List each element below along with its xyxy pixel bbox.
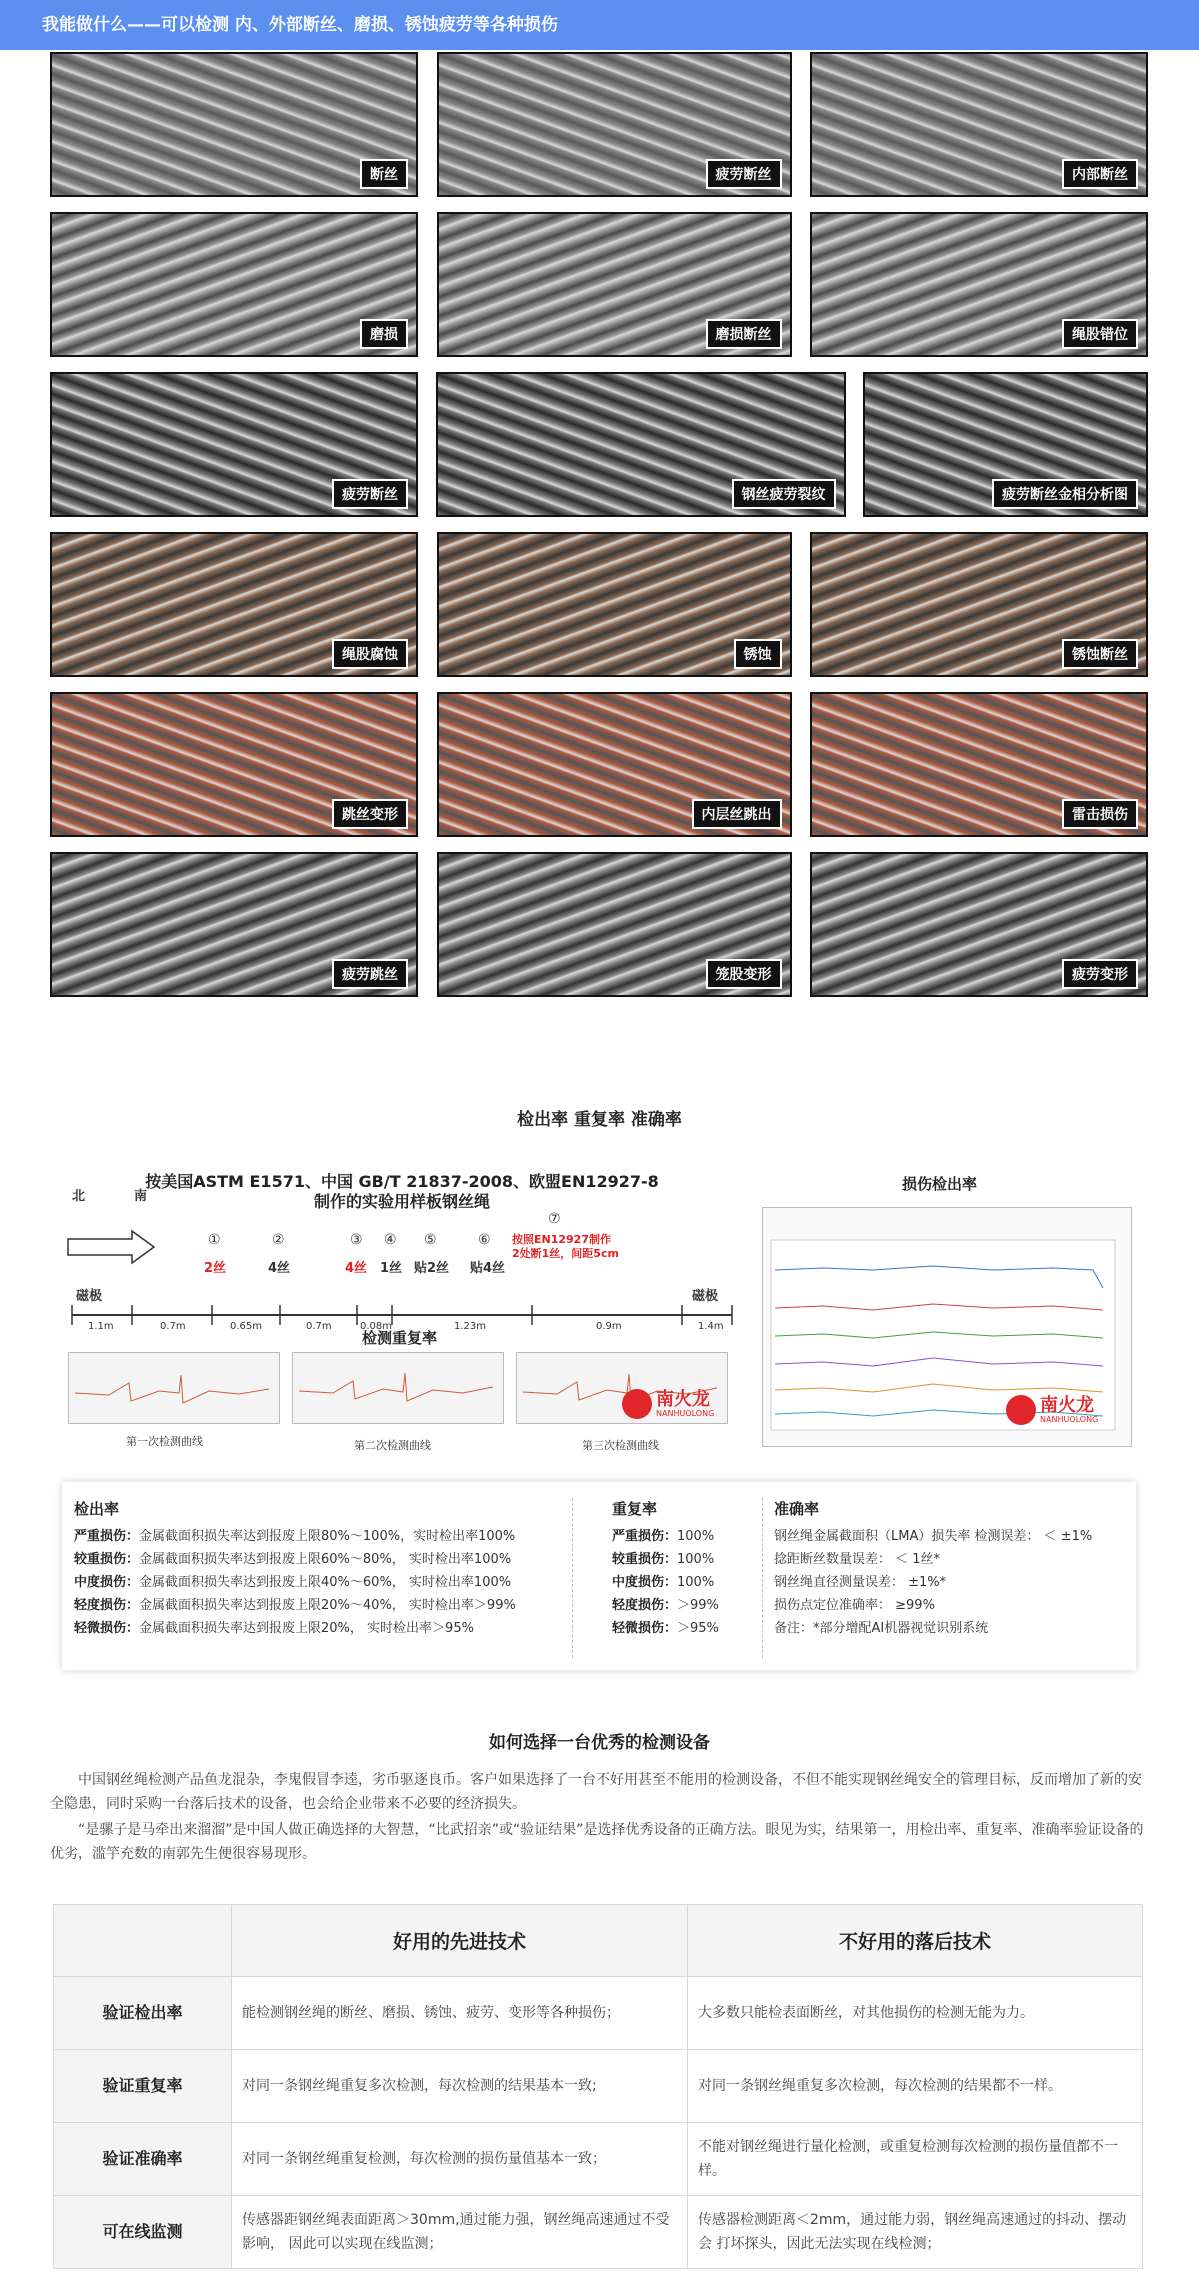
- choose-section-title: 如何选择一台优秀的检测设备: [489, 1733, 710, 1753]
- stat-value: 金属截面积损失率达到报废上限20%～40%， 实时检出率＞99%: [139, 1598, 516, 1613]
- gallery-row: [50, 532, 1148, 677]
- damage-photo: [50, 692, 418, 837]
- gallery-row: [50, 372, 1148, 517]
- damage-photo: [50, 852, 418, 997]
- damage-photo: [810, 52, 1148, 197]
- marker-5-label: 贴2丝: [414, 1261, 450, 1276]
- damage-label: 笼股变形: [706, 959, 782, 989]
- table-row: [54, 2050, 1143, 2123]
- stat-row: [612, 1548, 719, 1571]
- stat-row: [74, 1571, 516, 1594]
- damage-label: 钢丝疲劳裂纹: [732, 479, 836, 509]
- damage-photo: [50, 372, 418, 517]
- accuracy-title: 准确率: [774, 1500, 820, 1518]
- stat-value: 金属截面积损失率达到报废上限40%～60%， 实时检出率100%: [139, 1575, 512, 1590]
- distance-7: 0.9m: [596, 1321, 622, 1332]
- stat-key: 中度损伤：: [74, 1575, 140, 1590]
- damage-label: 锈蚀断丝: [1062, 639, 1138, 669]
- stat-row: [612, 1525, 719, 1548]
- marker-4-label: 1丝: [380, 1261, 403, 1276]
- table-cell: 对同一条钢丝绳重复多次检测，每次检测的结果基本一致;: [232, 2050, 688, 2123]
- damage-label: 磨损断丝: [706, 319, 782, 349]
- curve-3-caption: 第三次检测曲线: [582, 1439, 659, 1452]
- logo-right: [1006, 1395, 1098, 1425]
- gallery-row: [50, 52, 1148, 197]
- damage-photo: [863, 372, 1148, 517]
- comparison-table: [53, 1904, 1143, 2269]
- accuracy-row: 损伤点定位准确率： ≥99%: [774, 1598, 935, 1613]
- stat-row: [74, 1525, 516, 1548]
- stat-key: 轻度损伤：: [612, 1598, 678, 1613]
- table-row: [54, 1977, 1143, 2050]
- detect-rate-title: 检出率: [74, 1500, 120, 1518]
- north-label: 北: [72, 1189, 86, 1204]
- damage-photo: [810, 212, 1148, 357]
- damage-photo: [810, 692, 1148, 837]
- stat-value: 100%: [677, 1529, 715, 1544]
- damage-label: 断丝: [360, 159, 408, 189]
- stat-value: 金属截面积损失率达到报废上限80%～100%，实时检出率100%: [139, 1529, 516, 1544]
- marker-1: ①: [208, 1232, 221, 1248]
- damage-photo: [436, 372, 846, 517]
- stat-value: 100%: [677, 1552, 715, 1567]
- stat-value: 金属截面积损失率达到报废上限20%， 实时检出率＞95%: [139, 1621, 474, 1636]
- distance-1: 1.1m: [88, 1321, 114, 1332]
- logo-cn: 南火龙: [1040, 1394, 1094, 1416]
- table-cell: 对同一条钢丝绳重复多次检测，每次检测的结果都不一样。: [688, 2050, 1143, 2123]
- gallery-row: [50, 212, 1148, 357]
- stat-value: ＞99%: [677, 1598, 719, 1613]
- damage-gallery: [50, 52, 1148, 1012]
- row-header-cell: 验证准确率: [54, 2123, 232, 2196]
- distance-5: 0.08m: [360, 1321, 393, 1332]
- stat-value: 金属截面积损失率达到报废上限60%～80%， 实时检出率100%: [139, 1552, 512, 1567]
- divider: [572, 1498, 573, 1658]
- marker-3-label: 4丝: [345, 1261, 368, 1276]
- brand-logo-icon: [1006, 1395, 1036, 1425]
- damage-label: 疲劳跳丝: [332, 959, 408, 989]
- marker-2: ②: [272, 1232, 285, 1248]
- damage-photo: [437, 692, 792, 837]
- damage-label: 内部断丝: [1062, 159, 1138, 189]
- marker-6: ⑥: [478, 1232, 491, 1248]
- repeat-rate-col: [612, 1498, 719, 1640]
- table-cell: 对同一条钢丝绳重复检测，每次检测的损伤量值基本一致；: [232, 2123, 688, 2196]
- marker-7-note1: 按照EN12927制作: [512, 1233, 611, 1246]
- choose-paragraph-2: “是骡子是马牵出来溜溜”是中国人做正确选择的大智慧，“比武招亲”或“验证结果”是选择优秀设备的正确方法。眼见为实，结果第一，用检出率、重复率、准确率验证设备的优劣，滥竽充数的南郭先生便很容易现形。: [50, 1822, 1144, 1862]
- rates-section-title: 检出率 重复率 准确率: [517, 1110, 682, 1130]
- accuracy-row: 捻距断丝数量误差： ＜ 1丝*: [774, 1552, 941, 1567]
- logo-left: [622, 1389, 714, 1419]
- stat-key: 较重损伤：: [612, 1552, 678, 1567]
- marker-6-label: 贴4丝: [470, 1261, 506, 1276]
- stat-key: 轻微损伤：: [612, 1621, 678, 1636]
- accuracy-row: 钢丝绳直径测量误差： ±1%*: [774, 1575, 947, 1590]
- stat-row: [74, 1617, 516, 1640]
- stats-panel: [62, 1482, 1136, 1670]
- marker-5: ⑤: [424, 1232, 437, 1248]
- logo-en: NANHUOLONG: [656, 1408, 715, 1418]
- damage-label: 绳股错位: [1062, 319, 1138, 349]
- table-header-row: [54, 1905, 1143, 1977]
- gallery-row: [50, 692, 1148, 837]
- section-header: 我能做什么——可以检测 内、外部断丝、磨损、锈蚀疲劳等各种损伤: [0, 0, 1199, 50]
- diagram-title: 按美国ASTM E1571、中国 GB/T 21837-2008、欧盟EN12927-8: [145, 1172, 659, 1191]
- damage-photo: [437, 532, 792, 677]
- stat-key: 中度损伤：: [612, 1575, 678, 1590]
- damage-label: 跳丝变形: [332, 799, 408, 829]
- stat-row: [612, 1617, 719, 1640]
- damage-label: 疲劳断丝金相分析图: [992, 479, 1138, 509]
- stat-key: 严重损伤：: [612, 1529, 678, 1544]
- stat-row: [612, 1594, 719, 1617]
- table-cell: 不能对钢丝绳进行量化检测，或重复检测每次检测的损伤量值都不一样。: [688, 2123, 1143, 2196]
- marker-4: ④: [384, 1232, 397, 1248]
- distance-8: 1.4m: [698, 1321, 724, 1332]
- brand-logo-icon: [622, 1389, 652, 1419]
- curve-2-caption: 第二次检测曲线: [354, 1439, 431, 1452]
- stat-key: 较重损伤：: [74, 1552, 140, 1567]
- damage-photo: [50, 532, 418, 677]
- row-header-cell: 验证重复率: [54, 2050, 232, 2123]
- repeat-rate-title: 重复率: [612, 1500, 658, 1518]
- diagram-subtitle: 制作的实验用样板钢丝绳: [313, 1192, 490, 1211]
- accuracy-row: 备注：*部分增配AI机器视觉识别系统: [774, 1621, 989, 1636]
- table-row: [54, 2123, 1143, 2196]
- damage-label: 绳股腐蚀: [332, 639, 408, 669]
- test-rope-diagram: [62, 1147, 1136, 1465]
- marker-3: ③: [350, 1232, 363, 1248]
- damage-photo: [50, 52, 418, 197]
- damage-label: 疲劳断丝: [706, 159, 782, 189]
- stat-row: [74, 1594, 516, 1617]
- magnet-left-label: 磁极: [76, 1289, 103, 1304]
- stat-key: 轻微损伤：: [74, 1621, 140, 1636]
- stat-value: ＞95%: [677, 1621, 719, 1636]
- row-header-cell: 可在线监测: [54, 2196, 232, 2269]
- logo-en: NANHUOLONG: [1040, 1414, 1099, 1424]
- accuracy-row: 钢丝绳金属截面积（LMA）损失率 检测误差： ＜ ±1%: [774, 1529, 1093, 1544]
- damage-label: 锈蚀: [734, 639, 782, 669]
- stat-row: [612, 1571, 719, 1594]
- divider: [762, 1498, 763, 1658]
- rope-schematic: [62, 1207, 762, 1327]
- distance-3: 0.65m: [230, 1321, 263, 1332]
- stat-key: 轻度损伤：: [74, 1598, 140, 1613]
- distance-4: 0.7m: [306, 1321, 332, 1332]
- damage-label: 内层丝跳出: [692, 799, 782, 829]
- accuracy-col: [774, 1498, 1092, 1640]
- marker-7: ⑦: [548, 1211, 561, 1227]
- table-cell: 能检测钢丝绳的断丝、磨损、锈蚀、疲劳、变形等各种损伤；: [232, 1977, 688, 2050]
- damage-photo: [810, 852, 1148, 997]
- curve-1-caption: 第一次检测曲线: [126, 1435, 203, 1448]
- damage-photo: [437, 52, 792, 197]
- south-label: 南: [134, 1189, 148, 1204]
- damage-photo: [50, 212, 418, 357]
- table-cell: 传感器检测距离＜2mm，通过能力弱，钢丝绳高速通过的抖动、摆动会 打坏探头，因此无法实现在线检测；: [688, 2196, 1143, 2269]
- stat-row: [74, 1548, 516, 1571]
- curve-1: [68, 1352, 280, 1424]
- repeat-title: 检测重复率: [362, 1329, 438, 1347]
- stat-value: 100%: [677, 1575, 715, 1590]
- table-header-empty: [54, 1905, 232, 1977]
- choose-paragraph-1: 中国钢丝绳检测产品鱼龙混杂，李鬼假冒李逵，劣币驱逐良币。客户如果选择了一台不好用甚至不能用的检测设备，不但不能实现钢丝绳安全的管理目标，反而增加了新的安全隐患，同时采购一台落后技术的设备，也会给企业带来不必要的经济损失。: [50, 1772, 1142, 1812]
- damage-label: 疲劳变形: [1062, 959, 1138, 989]
- table-cell: 传感器距钢丝绳表面距离＞30mm,通过能力强，钢丝绳高速通过不受影响， 因此可以实现在线监测；: [232, 2196, 688, 2269]
- distance-2: 0.7m: [160, 1321, 186, 1332]
- table-header-outdated: 不好用的落后技术: [688, 1905, 1143, 1977]
- damage-detect-title: 损伤检出率: [902, 1175, 978, 1193]
- gallery-row: [50, 852, 1148, 997]
- direction-arrow-icon: [68, 1231, 154, 1263]
- damage-photo: [437, 212, 792, 357]
- damage-label: 磨损: [360, 319, 408, 349]
- marker-1-label: 2丝: [204, 1261, 227, 1276]
- marker-2-label: 4丝: [268, 1261, 291, 1276]
- table-row: [54, 2196, 1143, 2269]
- row-header-cell: 验证检出率: [54, 1977, 232, 2050]
- magnet-right-label: 磁极: [692, 1289, 719, 1304]
- damage-label: 雷击损伤: [1062, 799, 1138, 829]
- logo-cn: 南火龙: [656, 1388, 710, 1410]
- curve-2: [292, 1352, 504, 1424]
- distance-6: 1.23m: [454, 1321, 487, 1332]
- stat-key: 严重损伤：: [74, 1529, 140, 1544]
- damage-photo: [810, 532, 1148, 677]
- table-cell: 大多数只能检表面断丝，对其他损伤的检测无能为力。: [688, 1977, 1143, 2050]
- detect-rate-col: [74, 1498, 516, 1640]
- table-header-advanced: 好用的先进技术: [232, 1905, 688, 1977]
- damage-photo: [437, 852, 792, 997]
- damage-label: 疲劳断丝: [332, 479, 408, 509]
- marker-7-note2: 2处断1丝，间距5cm: [512, 1247, 619, 1260]
